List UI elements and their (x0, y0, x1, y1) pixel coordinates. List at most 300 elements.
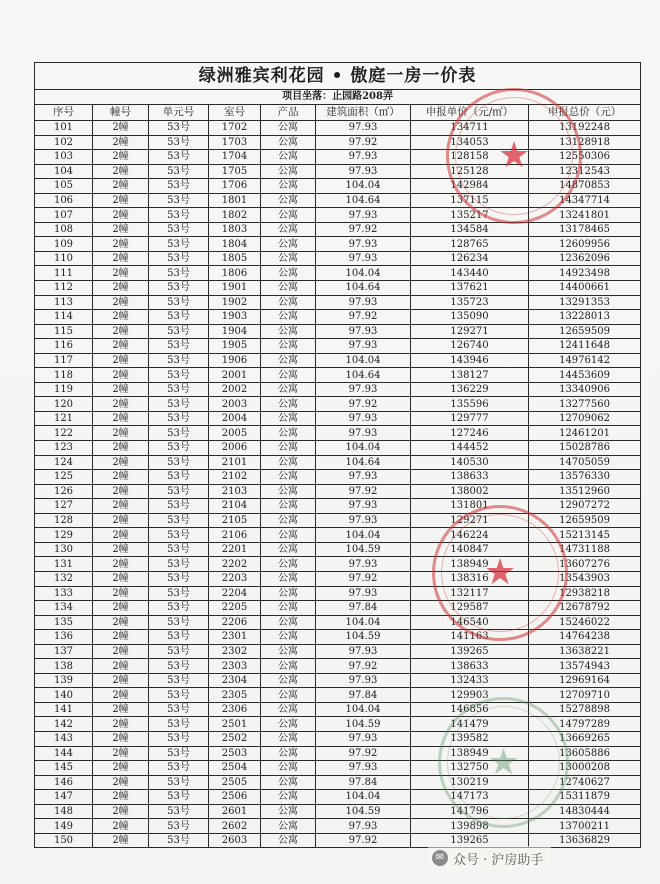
cell-product-type: 公寓 (261, 804, 316, 819)
cell-floor-area: 97.93 (316, 644, 411, 659)
cell-building-number: 2幢 (93, 397, 149, 412)
cell-unit-price: 138633 (411, 659, 529, 674)
cell-unit-price: 131801 (411, 499, 529, 514)
cell-total-price: 12709710 (529, 688, 641, 703)
cell-unit-price: 129903 (411, 688, 529, 703)
cell-unit-price: 132750 (411, 761, 529, 776)
cell-row-number: 133 (35, 586, 93, 601)
cell-unit-number: 53号 (149, 208, 209, 223)
cell-building-number: 2幢 (93, 164, 149, 179)
cell-unit-number: 53号 (149, 731, 209, 746)
cell-unit-price: 138949 (411, 557, 529, 572)
cell-room-number: 2202 (209, 557, 261, 572)
cell-building-number: 2幢 (93, 542, 149, 557)
cell-unit-price: 140530 (411, 455, 529, 470)
wechat-icon: ✉ (432, 850, 448, 866)
cell-room-number: 1805 (209, 251, 261, 266)
cell-total-price: 14400661 (529, 281, 641, 296)
cell-unit-number: 53号 (149, 193, 209, 208)
cell-row-number: 109 (35, 237, 93, 252)
cell-row-number: 106 (35, 193, 93, 208)
table-row (35, 717, 641, 732)
cell-floor-area: 104.04 (316, 702, 411, 717)
cell-unit-number: 53号 (149, 150, 209, 165)
column-header: 室号 (209, 105, 261, 121)
cell-room-number: 1904 (209, 324, 261, 339)
table-row (35, 121, 641, 136)
cell-product-type: 公寓 (261, 542, 316, 557)
cell-total-price: 15213145 (529, 528, 641, 543)
cell-unit-number: 53号 (149, 644, 209, 659)
cell-total-price: 12461201 (529, 426, 641, 441)
cell-row-number: 150 (35, 833, 93, 848)
cell-unit-price: 137621 (411, 281, 529, 296)
cell-product-type: 公寓 (261, 426, 316, 441)
cell-floor-area: 97.92 (316, 397, 411, 412)
cell-total-price: 13178465 (529, 222, 641, 237)
cell-floor-area: 97.93 (316, 731, 411, 746)
cell-floor-area: 97.93 (316, 339, 411, 354)
cell-floor-area: 104.04 (316, 790, 411, 805)
table-row (35, 528, 641, 543)
cell-room-number: 1906 (209, 353, 261, 368)
table-row (35, 281, 641, 296)
table-row (35, 222, 641, 237)
cell-unit-number: 53号 (149, 382, 209, 397)
cell-row-number: 138 (35, 659, 93, 674)
cell-total-price: 12709062 (529, 411, 641, 426)
cell-unit-price: 139265 (411, 833, 529, 848)
cell-floor-area: 97.92 (316, 135, 411, 150)
cell-row-number: 111 (35, 266, 93, 281)
table-row (35, 499, 641, 514)
cell-total-price: 12678792 (529, 601, 641, 616)
cell-total-price: 13128918 (529, 135, 641, 150)
cell-building-number: 2幢 (93, 193, 149, 208)
cell-row-number: 115 (35, 324, 93, 339)
cell-unit-price: 130219 (411, 775, 529, 790)
table-row (35, 557, 641, 572)
cell-product-type: 公寓 (261, 659, 316, 674)
cell-unit-price: 141163 (411, 630, 529, 645)
cell-unit-price: 135596 (411, 397, 529, 412)
cell-room-number: 2201 (209, 542, 261, 557)
cell-total-price: 14453609 (529, 368, 641, 383)
cell-total-price: 12609956 (529, 237, 641, 252)
cell-row-number: 130 (35, 542, 93, 557)
cell-floor-area: 97.92 (316, 833, 411, 848)
cell-unit-number: 53号 (149, 295, 209, 310)
cell-row-number: 110 (35, 251, 93, 266)
cell-floor-area: 104.59 (316, 804, 411, 819)
table-row (35, 397, 641, 412)
cell-row-number: 101 (35, 121, 93, 136)
table-row (35, 382, 641, 397)
cell-product-type: 公寓 (261, 761, 316, 776)
cell-building-number: 2幢 (93, 353, 149, 368)
cell-product-type: 公寓 (261, 295, 316, 310)
cell-room-number: 2104 (209, 499, 261, 514)
cell-unit-price: 146540 (411, 615, 529, 630)
cell-row-number: 121 (35, 411, 93, 426)
cell-room-number: 1801 (209, 193, 261, 208)
table-title: 绿洲雅宾利花园 • 傲庭一房一价表 (35, 63, 641, 90)
cell-room-number: 2503 (209, 746, 261, 761)
cell-unit-number: 53号 (149, 266, 209, 281)
cell-product-type: 公寓 (261, 717, 316, 732)
cell-row-number: 113 (35, 295, 93, 310)
cell-row-number: 124 (35, 455, 93, 470)
cell-building-number: 2幢 (93, 819, 149, 834)
cell-room-number: 2505 (209, 775, 261, 790)
cell-building-number: 2幢 (93, 281, 149, 296)
cell-unit-number: 53号 (149, 222, 209, 237)
table-row (35, 484, 641, 499)
cell-building-number: 2幢 (93, 470, 149, 485)
cell-unit-price: 129587 (411, 601, 529, 616)
cell-building-number: 2幢 (93, 324, 149, 339)
cell-product-type: 公寓 (261, 150, 316, 165)
star-icon: ★ (497, 135, 531, 176)
cell-row-number: 149 (35, 819, 93, 834)
cell-unit-price: 139265 (411, 644, 529, 659)
cell-total-price: 13512960 (529, 484, 641, 499)
cell-product-type: 公寓 (261, 281, 316, 296)
cell-unit-price: 140847 (411, 542, 529, 557)
cell-building-number: 2幢 (93, 368, 149, 383)
cell-product-type: 公寓 (261, 470, 316, 485)
cell-product-type: 公寓 (261, 310, 316, 325)
cell-product-type: 公寓 (261, 819, 316, 834)
cell-total-price: 13607276 (529, 557, 641, 572)
column-header: 单元号 (149, 105, 209, 121)
cell-total-price: 12362096 (529, 251, 641, 266)
cell-total-price: 14797289 (529, 717, 641, 732)
cell-floor-area: 97.92 (316, 659, 411, 674)
cell-unit-price: 132433 (411, 673, 529, 688)
cell-row-number: 107 (35, 208, 93, 223)
cell-unit-number: 53号 (149, 455, 209, 470)
table-row (35, 571, 641, 586)
table-row (35, 426, 641, 441)
table-row (35, 586, 641, 601)
cell-building-number: 2幢 (93, 222, 149, 237)
cell-unit-price: 134053 (411, 135, 529, 150)
cell-room-number: 1705 (209, 164, 261, 179)
table-row (35, 295, 641, 310)
cell-building-number: 2幢 (93, 528, 149, 543)
cell-row-number: 114 (35, 310, 93, 325)
cell-total-price: 12659509 (529, 324, 641, 339)
cell-unit-number: 53号 (149, 251, 209, 266)
cell-building-number: 2幢 (93, 601, 149, 616)
cell-product-type: 公寓 (261, 746, 316, 761)
cell-product-type: 公寓 (261, 121, 316, 136)
cell-product-type: 公寓 (261, 251, 316, 266)
cell-unit-price: 142984 (411, 179, 529, 194)
cell-building-number: 2幢 (93, 499, 149, 514)
cell-unit-number: 53号 (149, 324, 209, 339)
cell-floor-area: 104.59 (316, 630, 411, 645)
cell-row-number: 127 (35, 499, 93, 514)
cell-row-number: 126 (35, 484, 93, 499)
table-row (35, 819, 641, 834)
cell-floor-area: 97.92 (316, 746, 411, 761)
cell-building-number: 2幢 (93, 775, 149, 790)
cell-room-number: 2006 (209, 441, 261, 456)
cell-floor-area: 104.04 (316, 441, 411, 456)
cell-total-price: 12659509 (529, 513, 641, 528)
cell-row-number: 142 (35, 717, 93, 732)
cell-floor-area: 97.93 (316, 761, 411, 776)
cell-building-number: 2幢 (93, 310, 149, 325)
cell-building-number: 2幢 (93, 746, 149, 761)
cell-row-number: 136 (35, 630, 93, 645)
cell-total-price: 13340906 (529, 382, 641, 397)
cell-room-number: 1902 (209, 295, 261, 310)
column-header: 幢号 (93, 105, 149, 121)
cell-floor-area: 97.84 (316, 688, 411, 703)
cell-building-number: 2幢 (93, 790, 149, 805)
cell-room-number: 2002 (209, 382, 261, 397)
cell-room-number: 2103 (209, 484, 261, 499)
cell-unit-number: 53号 (149, 441, 209, 456)
cell-product-type: 公寓 (261, 731, 316, 746)
cell-product-type: 公寓 (261, 571, 316, 586)
cell-building-number: 2幢 (93, 441, 149, 456)
cell-building-number: 2幢 (93, 208, 149, 223)
cell-floor-area: 97.93 (316, 382, 411, 397)
cell-product-type: 公寓 (261, 411, 316, 426)
cell-unit-price: 134584 (411, 222, 529, 237)
cell-room-number: 1903 (209, 310, 261, 325)
cell-building-number: 2幢 (93, 731, 149, 746)
cell-product-type: 公寓 (261, 775, 316, 790)
cell-total-price: 13277560 (529, 397, 641, 412)
cell-room-number: 2203 (209, 571, 261, 586)
star-icon: ★ (487, 741, 520, 783)
cell-building-number: 2幢 (93, 339, 149, 354)
cell-product-type: 公寓 (261, 557, 316, 572)
price-table (34, 62, 641, 848)
table-row (35, 164, 641, 179)
cell-row-number: 131 (35, 557, 93, 572)
cell-row-number: 147 (35, 790, 93, 805)
cell-total-price: 13605886 (529, 746, 641, 761)
cell-floor-area: 97.93 (316, 150, 411, 165)
cell-total-price: 13543903 (529, 571, 641, 586)
cell-floor-area: 97.84 (316, 601, 411, 616)
cell-room-number: 2005 (209, 426, 261, 441)
cell-product-type: 公寓 (261, 484, 316, 499)
cell-total-price: 15278898 (529, 702, 641, 717)
cell-room-number: 1802 (209, 208, 261, 223)
cell-unit-number: 53号 (149, 310, 209, 325)
table-row (35, 179, 641, 194)
cell-floor-area: 97.93 (316, 324, 411, 339)
table-row (35, 339, 641, 354)
cell-unit-number: 53号 (149, 397, 209, 412)
cell-unit-number: 53号 (149, 484, 209, 499)
table-row (35, 746, 641, 761)
cell-unit-price: 129777 (411, 411, 529, 426)
cell-building-number: 2幢 (93, 630, 149, 645)
cell-building-number: 2幢 (93, 702, 149, 717)
cell-row-number: 132 (35, 571, 93, 586)
cell-row-number: 108 (35, 222, 93, 237)
table-row (35, 310, 641, 325)
cell-building-number: 2幢 (93, 150, 149, 165)
cell-unit-price: 126234 (411, 251, 529, 266)
cell-unit-number: 53号 (149, 571, 209, 586)
cell-product-type: 公寓 (261, 644, 316, 659)
cell-unit-price: 143946 (411, 353, 529, 368)
cell-total-price: 13000208 (529, 761, 641, 776)
column-header: 申报单价（元/㎡） (411, 105, 529, 121)
cell-unit-price: 128158 (411, 150, 529, 165)
cell-building-number: 2幢 (93, 659, 149, 674)
cell-room-number: 2102 (209, 470, 261, 485)
cell-row-number: 129 (35, 528, 93, 543)
cell-room-number: 1702 (209, 121, 261, 136)
cell-total-price: 12938218 (529, 586, 641, 601)
cell-product-type: 公寓 (261, 382, 316, 397)
cell-product-type: 公寓 (261, 237, 316, 252)
cell-unit-number: 53号 (149, 804, 209, 819)
cell-unit-price: 139898 (411, 819, 529, 834)
table-row (35, 702, 641, 717)
cell-unit-number: 53号 (149, 790, 209, 805)
cell-product-type: 公寓 (261, 586, 316, 601)
cell-unit-price: 135217 (411, 208, 529, 223)
cell-row-number: 137 (35, 644, 93, 659)
cell-total-price: 14830444 (529, 804, 641, 819)
table-row (35, 353, 641, 368)
cell-unit-price: 129271 (411, 324, 529, 339)
cell-building-number: 2幢 (93, 426, 149, 441)
table-row (35, 135, 641, 150)
cell-product-type: 公寓 (261, 339, 316, 354)
cell-unit-number: 53号 (149, 630, 209, 645)
table-row (35, 659, 641, 674)
cell-row-number: 118 (35, 368, 93, 383)
table-row (35, 761, 641, 776)
table-body (35, 121, 641, 848)
cell-product-type: 公寓 (261, 193, 316, 208)
cell-building-number: 2幢 (93, 586, 149, 601)
cell-building-number: 2幢 (93, 455, 149, 470)
cell-unit-number: 53号 (149, 586, 209, 601)
cell-total-price: 13291353 (529, 295, 641, 310)
cell-row-number: 123 (35, 441, 93, 456)
cell-floor-area: 97.93 (316, 411, 411, 426)
cell-room-number: 1704 (209, 150, 261, 165)
table-row (35, 237, 641, 252)
cell-unit-price: 146224 (411, 528, 529, 543)
cell-building-number: 2幢 (93, 717, 149, 732)
cell-floor-area: 97.93 (316, 819, 411, 834)
cell-unit-number: 53号 (149, 615, 209, 630)
cell-unit-number: 53号 (149, 135, 209, 150)
cell-unit-number: 53号 (149, 513, 209, 528)
cell-unit-number: 53号 (149, 775, 209, 790)
table-row (35, 804, 641, 819)
cell-building-number: 2幢 (93, 484, 149, 499)
cell-unit-number: 53号 (149, 237, 209, 252)
cell-unit-number: 53号 (149, 542, 209, 557)
cell-total-price: 15311879 (529, 790, 641, 805)
table-row (35, 193, 641, 208)
cell-floor-area: 97.93 (316, 426, 411, 441)
cell-unit-number: 53号 (149, 470, 209, 485)
cell-total-price: 12411648 (529, 339, 641, 354)
cell-building-number: 2幢 (93, 266, 149, 281)
cell-unit-number: 53号 (149, 368, 209, 383)
watermark-text: 众号 · 沪房助手 (453, 852, 544, 868)
cell-unit-price: 129271 (411, 513, 529, 528)
cell-product-type: 公寓 (261, 353, 316, 368)
cell-floor-area: 104.04 (316, 528, 411, 543)
cell-room-number: 2004 (209, 411, 261, 426)
cell-floor-area: 104.59 (316, 717, 411, 732)
cell-room-number: 2105 (209, 513, 261, 528)
cell-floor-area: 97.93 (316, 673, 411, 688)
cell-row-number: 141 (35, 702, 93, 717)
cell-room-number: 2106 (209, 528, 261, 543)
cell-unit-number: 53号 (149, 179, 209, 194)
cell-building-number: 2幢 (93, 411, 149, 426)
table-row (35, 673, 641, 688)
cell-unit-price: 139582 (411, 731, 529, 746)
cell-row-number: 134 (35, 601, 93, 616)
cell-floor-area: 97.93 (316, 499, 411, 514)
cell-unit-number: 53号 (149, 702, 209, 717)
cell-product-type: 公寓 (261, 455, 316, 470)
cell-row-number: 112 (35, 281, 93, 296)
cell-row-number: 144 (35, 746, 93, 761)
cell-unit-number: 53号 (149, 426, 209, 441)
cell-unit-number: 53号 (149, 164, 209, 179)
cell-unit-price: 138949 (411, 746, 529, 761)
cell-total-price: 12550306 (529, 150, 641, 165)
star-icon: ★ (483, 552, 517, 593)
cell-unit-number: 53号 (149, 281, 209, 296)
cell-unit-number: 53号 (149, 339, 209, 354)
table-row (35, 208, 641, 223)
cell-product-type: 公寓 (261, 630, 316, 645)
cell-total-price: 15246022 (529, 615, 641, 630)
cell-building-number: 2幢 (93, 513, 149, 528)
cell-row-number: 105 (35, 179, 93, 194)
cell-total-price: 13669265 (529, 731, 641, 746)
cell-total-price: 13636829 (529, 833, 641, 848)
column-header: 建筑面积（㎡） (316, 105, 411, 121)
cell-room-number: 2304 (209, 673, 261, 688)
cell-floor-area: 104.04 (316, 179, 411, 194)
cell-floor-area: 104.04 (316, 353, 411, 368)
cell-unit-price: 144452 (411, 441, 529, 456)
cell-product-type: 公寓 (261, 397, 316, 412)
column-header: 序号 (35, 105, 93, 121)
cell-room-number: 1905 (209, 339, 261, 354)
cell-building-number: 2幢 (93, 688, 149, 703)
cell-total-price: 13576330 (529, 470, 641, 485)
cell-floor-area: 97.92 (316, 222, 411, 237)
cell-building-number: 2幢 (93, 557, 149, 572)
watermark (428, 846, 551, 870)
cell-room-number: 2504 (209, 761, 261, 776)
cell-product-type: 公寓 (261, 688, 316, 703)
